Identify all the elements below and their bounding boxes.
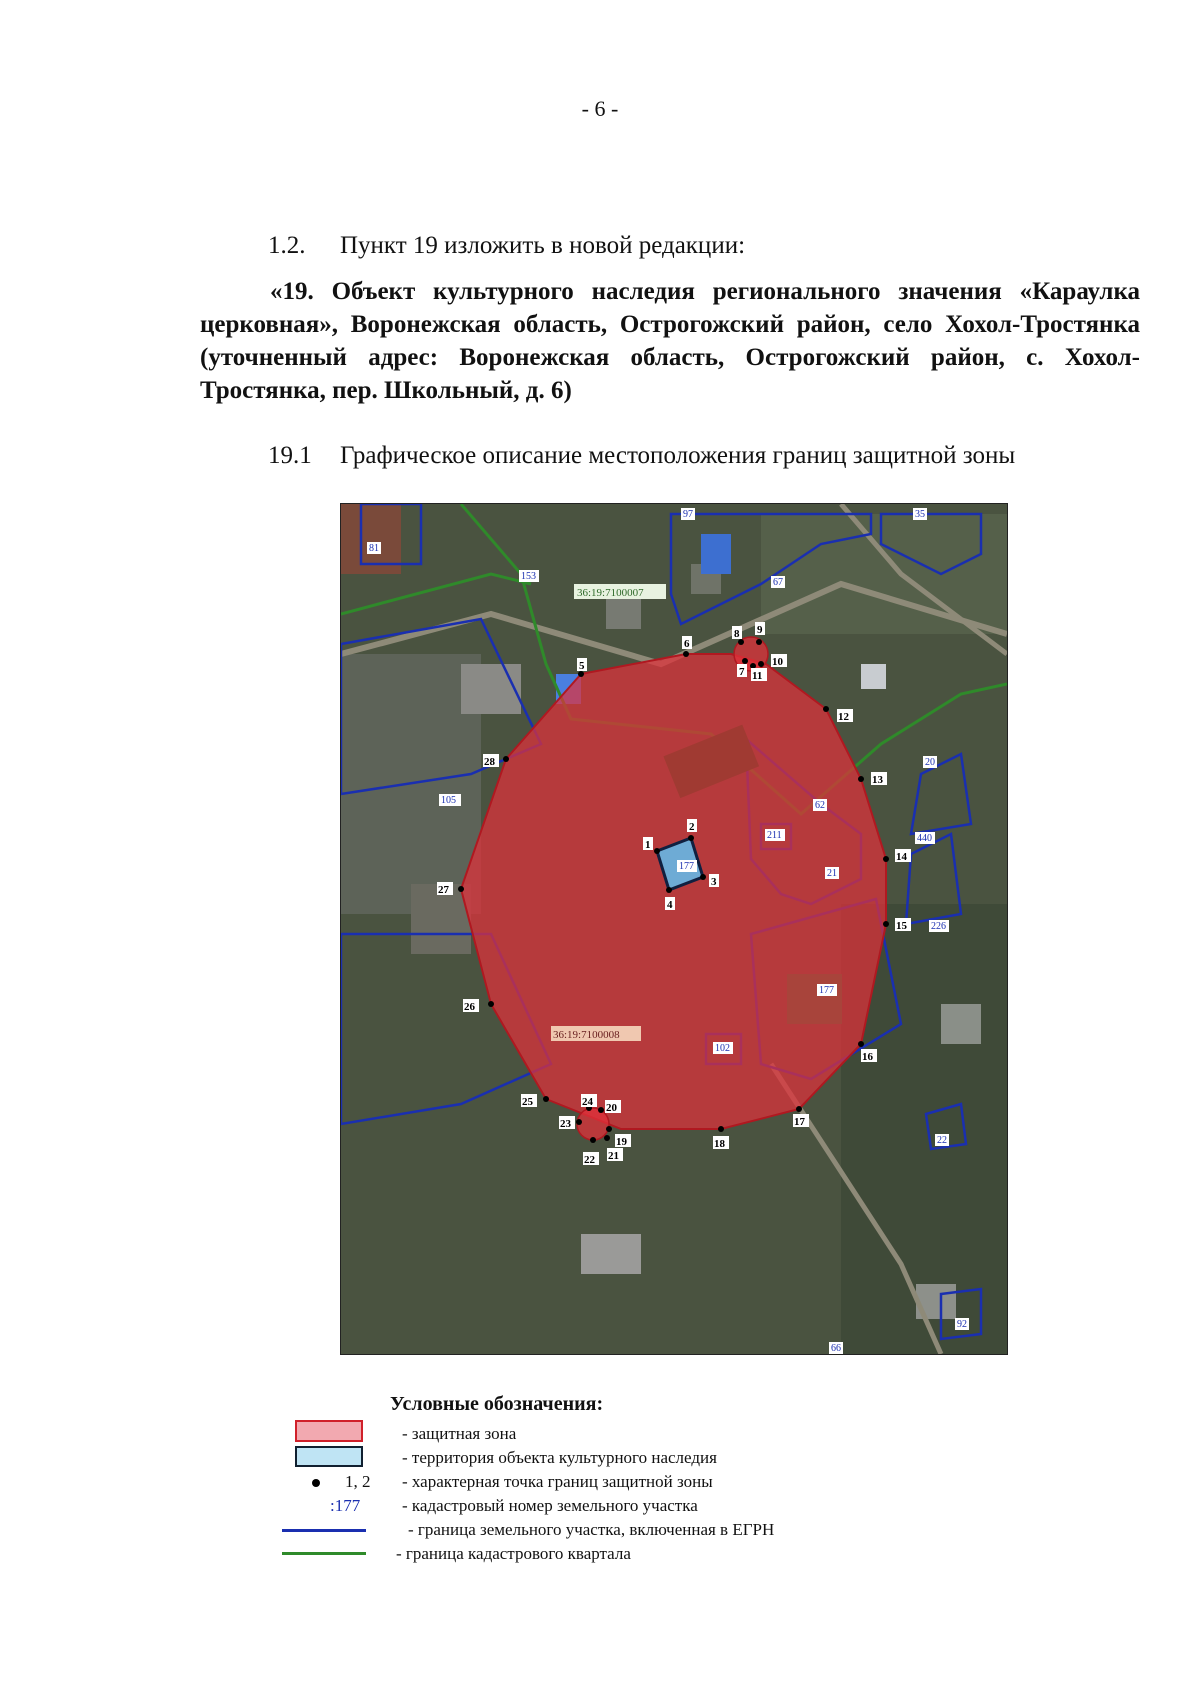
point-label: 10 bbox=[772, 656, 783, 668]
point-label: 27 bbox=[438, 884, 449, 896]
point-label: 20 bbox=[606, 1102, 617, 1114]
point-label: 17 bbox=[794, 1116, 805, 1128]
subitem-text: Графическое описание местоположения границ защитной зоны bbox=[340, 442, 1016, 469]
quarter-border-line-icon bbox=[282, 1552, 366, 1555]
legend-item-heritage-territory bbox=[0, 1448, 1200, 1472]
parcel-label: 105 bbox=[441, 795, 456, 806]
point-label: 28 bbox=[484, 756, 495, 768]
parcel-label: 35 bbox=[915, 509, 925, 520]
cadastral-number-symbol: :177 bbox=[330, 1496, 361, 1515]
point-label: 21 bbox=[608, 1150, 619, 1162]
parcel-label: 21 bbox=[827, 868, 837, 879]
parcel-label: 92 bbox=[957, 1319, 967, 1330]
legend-item-cadastral-number bbox=[0, 1496, 1200, 1520]
point-label: 6 bbox=[684, 638, 690, 650]
point-label: 11 bbox=[752, 670, 763, 682]
heritage-territory-swatch bbox=[295, 1446, 363, 1467]
legend-item-text: - территория объекта культурного наследия bbox=[402, 1448, 717, 1467]
point-label: 1 bbox=[645, 839, 651, 851]
parcel-label: 66 bbox=[831, 1343, 841, 1354]
protective-zone-swatch bbox=[295, 1420, 363, 1442]
parcel-label: 97 bbox=[683, 509, 693, 520]
subitem-heading bbox=[268, 442, 1015, 470]
protective-zone-map bbox=[340, 503, 1008, 1355]
map-canvas bbox=[341, 504, 1007, 1354]
parcel-label: 440 bbox=[917, 833, 932, 844]
parcel-label: 67 bbox=[773, 577, 783, 588]
point-label: 15 bbox=[896, 920, 907, 932]
parcel-label: 22 bbox=[937, 1135, 947, 1146]
point-label: 8 bbox=[734, 628, 740, 640]
quarter-label: 36:19:7100007 bbox=[577, 587, 644, 599]
amendment-item-number: 1.2. bbox=[268, 232, 306, 259]
legend-item-text: - характерная точка границ защитной зоны bbox=[402, 1472, 713, 1491]
point-label: 22 bbox=[584, 1154, 595, 1166]
legend-item-text: - граница кадастрового квартала bbox=[396, 1544, 631, 1563]
point-label: 26 bbox=[464, 1001, 475, 1013]
subitem-number: 19.1 bbox=[268, 442, 312, 469]
parcel-label: 153 bbox=[521, 571, 536, 582]
parcel-label: 102 bbox=[715, 1043, 730, 1054]
legend-item-text: - граница земельного участка, включенная в ЕГРН bbox=[408, 1520, 775, 1539]
point-label: 18 bbox=[714, 1138, 725, 1150]
legend-item-text: - кадастровый номер земельного участка bbox=[402, 1496, 698, 1515]
point-label: 4 bbox=[667, 899, 673, 911]
point-label: 16 bbox=[862, 1051, 873, 1063]
legend-item-boundary-point bbox=[0, 1472, 1200, 1496]
quarter-label: 36:19:7100008 bbox=[553, 1029, 620, 1041]
point-label: 5 bbox=[579, 660, 585, 672]
point-label: 12 bbox=[838, 711, 849, 723]
point-label: 3 bbox=[711, 876, 717, 888]
legend-title: Условные обозначения: bbox=[390, 1393, 604, 1415]
parcel-label: 226 bbox=[931, 921, 946, 932]
point-label: 24 bbox=[582, 1096, 593, 1108]
parcel-label: 211 bbox=[767, 830, 782, 841]
amendment-item bbox=[268, 232, 745, 260]
point-label: 2 bbox=[689, 821, 695, 833]
amendment-item-text: Пункт 19 изложить в новой редакции: bbox=[340, 232, 746, 259]
page-number: - 6 - bbox=[581, 96, 619, 121]
point-label: 7 bbox=[739, 666, 745, 678]
point-label: 23 bbox=[560, 1118, 571, 1130]
point-label: 14 bbox=[896, 851, 907, 863]
point-symbol-label: 1, 2 bbox=[345, 1472, 371, 1491]
parcel-label: 177 bbox=[679, 861, 694, 872]
point-label: 9 bbox=[757, 624, 763, 636]
parcel-label: 81 bbox=[369, 543, 379, 554]
point-label: 25 bbox=[522, 1096, 533, 1108]
parcel-label: 177 bbox=[819, 985, 834, 996]
parcel-label: 62 bbox=[815, 800, 825, 811]
legend-item-parcel-border bbox=[0, 1520, 1200, 1544]
legend-item-protective-zone bbox=[0, 1424, 1200, 1448]
point-label: 19 bbox=[616, 1136, 627, 1148]
point-dot-icon bbox=[312, 1479, 320, 1487]
point-label: 13 bbox=[872, 774, 883, 786]
heritage-object-paragraph: «19. Объект культурного наследия регионального значения «Караулка церковная», Воронежская область, Острогожский район, село Хохол-Тростянка (уточненный адрес: Воронежская область, Острогожский район, с. Хохол-Тростянка, пер. Школьный, д. 6) bbox=[200, 278, 1140, 404]
parcel-label: 20 bbox=[925, 757, 935, 768]
parcel-border-line-icon bbox=[282, 1529, 366, 1532]
protective-zone-lobe bbox=[577, 1108, 609, 1140]
legend-item-quarter-border bbox=[0, 1544, 1200, 1568]
legend-item-text: - защитная зона bbox=[402, 1424, 517, 1443]
